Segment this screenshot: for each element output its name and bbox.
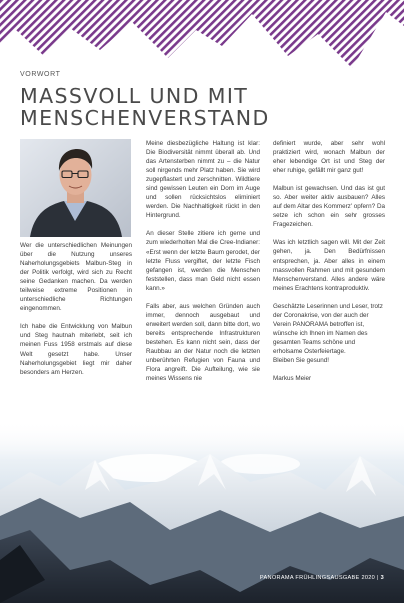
paragraph: Wer die unterschiedlichen Meinungen über die Nutzung unseres Naherholungsgebiets Malbun-Steg in der Politik verfolgt, wird sich zu Recht seine Gedanken machen. Da werden teilweise extreme Positionen in unterschiedliche Richtungen eingenommen. xyxy=(20,242,132,313)
text-column-3 xyxy=(273,139,385,392)
text-column-1 xyxy=(20,241,132,386)
section-overline: VORWORT xyxy=(20,71,61,78)
publication-name: PANORAMA xyxy=(259,575,294,581)
page-footer xyxy=(260,575,384,581)
paragraph: definiert wurde, aber sehr wohl praktiziert wird, wonach Malbun der eher lebendige Ort ist und Steg der eher ruhige, gefällt mir ganz gut! xyxy=(273,140,385,175)
page-title: MASSVOLL UND MIT MENSCHENVERSTAND xyxy=(20,84,270,130)
signature: Markus Meier xyxy=(273,375,312,383)
text-column-2 xyxy=(146,139,260,392)
paragraph: Ich habe die Entwicklung von Malbun und Steg hautnah miterlebt, seit ich meinen Fuss 1958 erstmals auf diese Welt gesetzt habe. Unser Naherholungsgebiet liegt mir daher besonders am Herzen. xyxy=(20,323,132,376)
closing-wish: Bleiben Sie gesund! xyxy=(273,356,330,364)
footer-separator: | xyxy=(376,575,379,581)
author-portrait xyxy=(20,139,131,237)
closing-greeting xyxy=(273,302,385,365)
paragraph: Falls aber, aus welchen Gründen auch immer, dennoch ausgebaut und erweitert werden soll, dann bitte dort, wo bereits entsprechende Infrastrukturen bestehen. Es kann nicht sein, dass der Raubbau an der Natur noch die letzten unberührten Refugien von Fauna und Flora angreift. Die Aufteilung, wie sie meines Wissens nie xyxy=(146,302,260,383)
page-number: 3 xyxy=(380,575,384,581)
paragraph: Meine diesbezügliche Haltung ist klar: Die Biodiversität nimmt überall ab. Und das Artensterben nimmt zu – die Natur soll nirgends mehr Platz haben. Sie wird zugepflastert und zerschnitten. Wildtiere sind gewissen Leuten ein Dorn im Auge und sollen rücksichtslos eliminiert werden. Die Nachhaltigkeit rückt in den Hintergrund. xyxy=(146,140,260,220)
paragraph: Was ich letztlich sagen will. Mit der Zeit gehen, ja. Den Bedürfnissen entsprechen, ja. Aber alles in einem massvollen Rahmen und mit gesundem Menschenverstand. Alles andere wäre meines Erachtens kontraproduktiv. xyxy=(273,239,385,292)
paragraph: Malbun ist gewachsen. Und das ist gut so. Aber weiter aktiv ausbauen? Alles auf dem Altar des Kommerz' opfern? Da setze ich schon ein sehr grosses Fragezeichen. xyxy=(273,185,385,229)
closing-text: Geschätzte Leserinnen und Leser, trotz der Coronakrise, von der auch der Verein PANORAMA betroffen ist, wünsche ich Ihnen im Namen des gesamten Teams schöne und erholsame Osterfeiertage. xyxy=(273,302,383,355)
striped-mountain-banner xyxy=(0,0,404,82)
edition-label: FRÜHLINGSAUSGABE 2020 xyxy=(295,575,376,581)
paragraph: An dieser Stelle zitiere ich gerne und zum wiederholten Mal die Cree-Indianer: «Erst wenn der letzte Baum gerodet, der letzte Fluss vergiftet, der letzte Fisch gefangen ist, werden die Menschen feststellen, dass man Geld nicht essen kann.» xyxy=(146,230,260,292)
